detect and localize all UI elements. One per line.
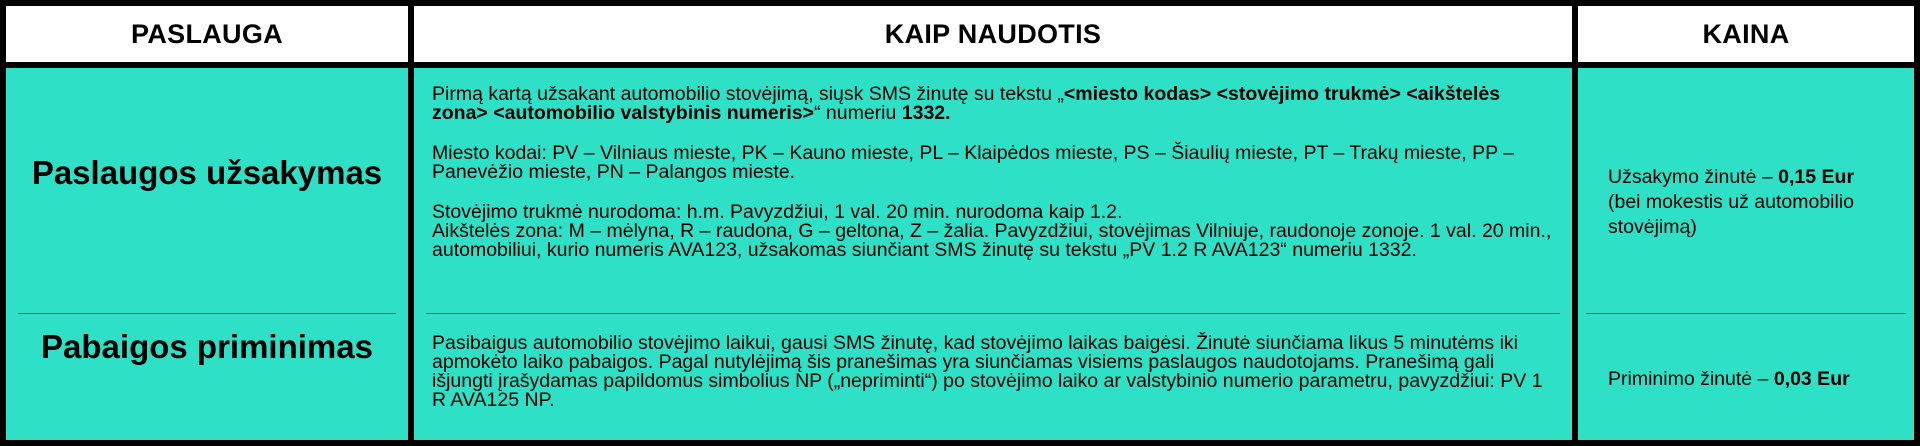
sms-number: 1332. bbox=[901, 102, 951, 124]
usage-column bbox=[414, 68, 1572, 440]
price-reminder-label: Priminimo žinutė – bbox=[1608, 368, 1774, 390]
header-price bbox=[1578, 6, 1914, 62]
row-divider bbox=[18, 313, 396, 314]
price-order-note: (bei mokestis už automobilio stovėjimą) bbox=[1608, 191, 1855, 238]
usage-order-paragraph-4: Aikštelės zona: M – mėlyna, R – raudona, G – geltona, Z – žalia. Pavyzdžiui, stovėjimas Vilniuje, raudonoje zonoje. 1 val. 20 min., automobiliui, kurio numeris AVA123, užsakomas siunčiant SMS žinutę su tekstu „PV 1.2 R AVA123“ numeriu 1332. bbox=[432, 220, 1552, 261]
usage-reminder-paragraph: Pasibaigus automobilio stovėjimo laikui, gausi SMS žinutę, kad stovėjimo laikas baigėsi. Žinutė siunčiama likus 5 minutėms iki apmokėto laiko pabaigos. Pagal nutylėjimą šis pranešimas yra siunčiamas visiems paslaugos naudotojams. Pranešimą gali išjungti įrašydamas papildomus simbolius NP („nepriminti“) po stovėjimo laiko ar valstybinio numerio parametru, pavyzdžiui: PV 1 R AVA125 NP. bbox=[432, 332, 1543, 411]
header-usage bbox=[414, 6, 1572, 62]
price-order bbox=[1608, 165, 1904, 240]
row-divider bbox=[1586, 313, 1906, 314]
price-order-label: Užsakymo žinutė – bbox=[1608, 166, 1779, 188]
header-service bbox=[6, 6, 408, 62]
usage-order bbox=[432, 85, 1554, 260]
price-reminder bbox=[1608, 367, 1904, 392]
price-column bbox=[1578, 68, 1914, 440]
price-reminder-amount: 0,03 Eur bbox=[1773, 368, 1850, 390]
header-service-label: PASLAUGA bbox=[131, 18, 283, 49]
header-price-label: KAINA bbox=[1702, 18, 1790, 49]
price-order-amount: 0,15 Eur bbox=[1778, 166, 1855, 188]
sms-format-code: <miesto kodas> <stovėjimo trukmė> <aikštelės zona> <automobilio valstybinis numeris> bbox=[432, 83, 1501, 124]
usage-reminder bbox=[432, 334, 1554, 410]
usage-order-paragraph-1: Pirmą kartą užsakant automobilio stovėjimą, siųsk SMS žinutę su tekstu „<miesto kodas> <stovėjimo trukmė> <aikštelės zona> <automobilio valstybinis numeris>“ numeriu 1332. bbox=[432, 83, 1501, 124]
service-column bbox=[6, 68, 408, 440]
usage-order-paragraph-2: Miesto kodai: PV – Vilniaus mieste, PK – Kauno mieste, PL – Klaipėdos mieste, PS – Šiaulių mieste, PT – Trakų mieste, PP – Panevėžio mieste, PN – Palangos mieste. bbox=[432, 142, 1515, 183]
usage-order-paragraph-3: Stovėjimo trukmė nurodoma: h.m. Pavyzdžiui, 1 val. 20 min. nurodoma kaip 1.2. bbox=[432, 201, 1123, 223]
service-title-order: Paslaugos užsakymas bbox=[31, 154, 383, 191]
header-usage-label: KAIP NAUDOTIS bbox=[884, 18, 1102, 49]
row-divider bbox=[426, 313, 1560, 314]
service-title-reminder: Pabaigos priminimas bbox=[41, 328, 373, 365]
